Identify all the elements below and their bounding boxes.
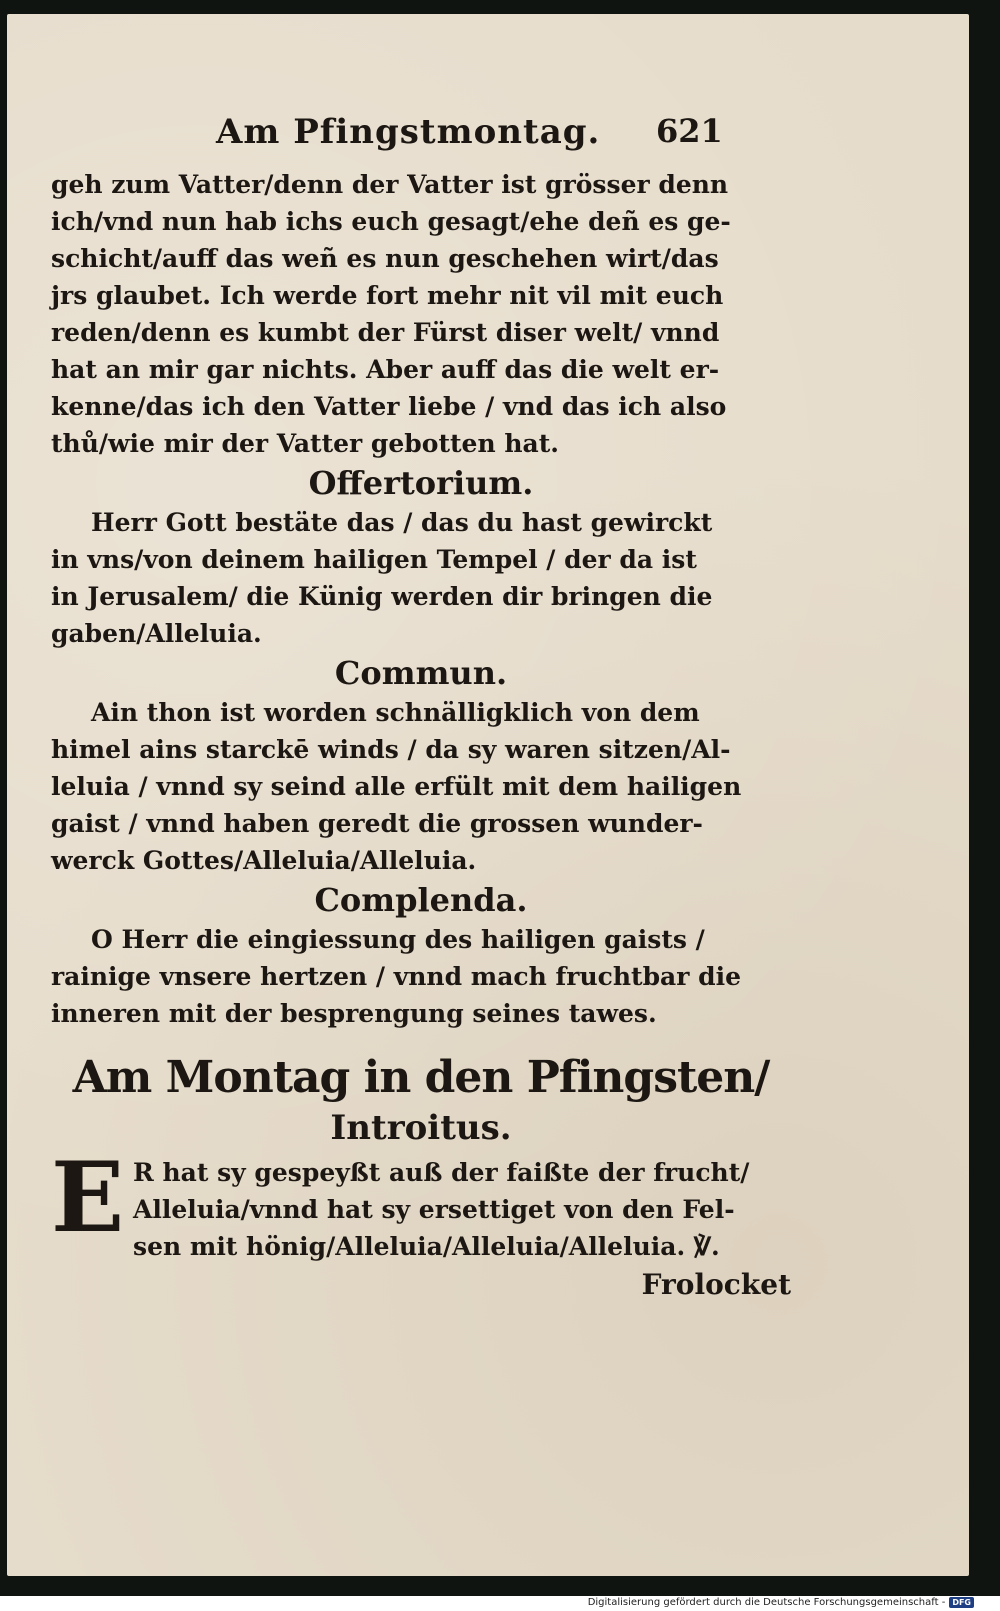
catchword: Frolocket	[641, 1268, 791, 1301]
complenda-heading: Complenda.	[314, 881, 528, 919]
offertorium-text: Herr Gott bestäte das / das du hast gewirckt in vns/von deinem hailigen Tempel / der da ist in Jerusalem/ die Künig werden dir bringen die gaben/Alleluia.	[51, 508, 713, 648]
drop-cap-initial: E	[51, 1141, 125, 1254]
running-head	[51, 112, 791, 166]
commun-heading: Commun.	[334, 654, 508, 692]
introitus-text: R hat sy gespeyßt auß der faißte der frucht/ Alleluia/vnnd hat sy ersettiget von den Fel- sen mit hönig/Alleluia/Alleluia/Alleluia. ℣.	[133, 1158, 750, 1261]
introitus-block	[51, 1141, 791, 1265]
gospel-end-text: geh zum Vatter/denn der Vatter ist grösser denn ich/vnd nun hab ichs euch gesagt/ehe deñ es ge- schicht/auff das weñ es nun geschehen wirt/das jrs glaubet. Ich werde fort mehr nit vil mit euch reden/denn es kumbt der Fürst diser welt/ vnnd hat an mir gar nichts. Aber auff das die welt er- kenne/das ich den Vatter liebe / vnd das ich also thů/wie mir der Vatter gebotten hat.	[51, 170, 731, 458]
running-title: Am Pfingstmontag.	[216, 112, 601, 152]
book-page	[7, 14, 969, 1576]
section-title: Am Montag in den Pfingsten/	[72, 1052, 770, 1103]
commun-text: Ain thon ist worden schnälligklich von dem himel ains starckē winds / da sy waren sitzen/Al- leluia / vnnd sy seind alle erfült mit dem hailigen gaist / vnnd haben geredt die grossen wunder- werck Gottes/Alleluia/Alleluia.	[51, 698, 742, 875]
page-content	[51, 112, 791, 1305]
footer-text: Digitalisierung gefördert durch die Deutsche Forschungsgemeinschaft -	[587, 1597, 946, 1608]
offertorium-heading: Offertorium.	[308, 464, 534, 502]
complenda-text: O Herr die eingiessung des hailigen gaists / rainige vnsere hertzen / vnnd mach fruchtbar die inneren mit der besprengung seines tawes.	[51, 925, 742, 1028]
digitization-footer	[588, 1597, 974, 1608]
page-number: 621	[656, 112, 723, 150]
introitus-heading: Introitus.	[330, 1108, 512, 1148]
dfg-logo: DFG	[949, 1597, 974, 1608]
